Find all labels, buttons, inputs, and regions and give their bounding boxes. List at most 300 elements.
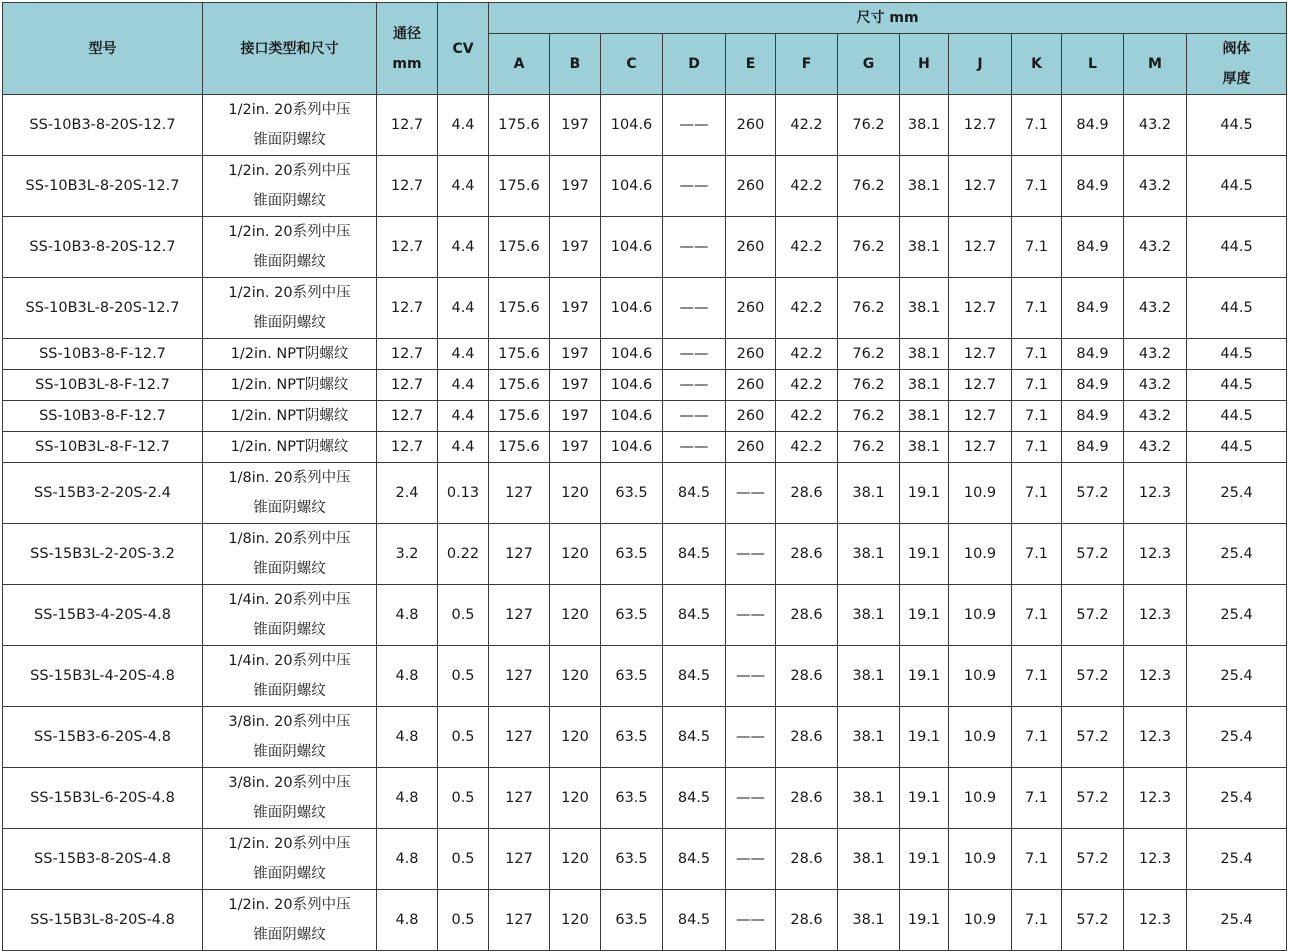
cell-dim-a: 127 xyxy=(489,768,550,829)
cell-dim-a: 175.6 xyxy=(489,432,550,463)
cell-cv: 0.22 xyxy=(438,524,489,585)
cell-dim-a: 127 xyxy=(489,829,550,890)
header-thickness-line2: 厚度 xyxy=(1222,71,1251,87)
cell-dim-m: 43.2 xyxy=(1124,401,1187,432)
cell-dim-a: 175.6 xyxy=(489,278,550,339)
cell-bore: 4.8 xyxy=(377,829,438,890)
cell-thickness: 25.4 xyxy=(1187,646,1287,707)
cell-dim-l: 57.2 xyxy=(1062,524,1124,585)
cell-dim-b: 197 xyxy=(550,156,601,217)
table-row xyxy=(3,890,1287,951)
cell-dim-h: 19.1 xyxy=(900,524,949,585)
header-bore-line2: mm xyxy=(392,55,422,72)
table-row xyxy=(3,463,1287,524)
cell-dim-b: 197 xyxy=(550,401,601,432)
cell-dim-h: 19.1 xyxy=(900,768,949,829)
table-row xyxy=(3,524,1287,585)
cell-dim-d: 84.5 xyxy=(663,768,726,829)
cell-dim-m: 12.3 xyxy=(1124,524,1187,585)
cell-model: SS-15B3-2-20S-2.4 xyxy=(3,463,203,524)
cell-connection xyxy=(203,156,377,217)
cell-dim-f: 42.2 xyxy=(776,156,838,217)
cell-connection xyxy=(203,524,377,585)
cell-dim-c: 63.5 xyxy=(601,768,663,829)
header-dim-j: J xyxy=(949,34,1012,95)
cell-dim-k: 7.1 xyxy=(1012,339,1062,370)
cell-dim-l: 84.9 xyxy=(1062,278,1124,339)
cell-dim-l: 84.9 xyxy=(1062,217,1124,278)
cell-dim-l: 57.2 xyxy=(1062,768,1124,829)
cell-dim-j: 10.9 xyxy=(949,890,1012,951)
header-dim-a: A xyxy=(489,34,550,95)
cell-dim-d: 84.5 xyxy=(663,524,726,585)
cell-dim-e: —— xyxy=(726,463,776,524)
cell-dim-h: 19.1 xyxy=(900,646,949,707)
cell-dim-m: 12.3 xyxy=(1124,768,1187,829)
cell-connection xyxy=(203,95,377,156)
cell-dim-m: 43.2 xyxy=(1124,156,1187,217)
cell-dim-h: 19.1 xyxy=(900,707,949,768)
cell-dim-l: 84.9 xyxy=(1062,370,1124,401)
cell-dim-g: 76.2 xyxy=(838,278,900,339)
cell-dim-e: 260 xyxy=(726,278,776,339)
header-dim-h: H xyxy=(900,34,949,95)
cell-bore: 4.8 xyxy=(377,646,438,707)
table-header xyxy=(3,3,1287,95)
cell-dim-d: —— xyxy=(663,370,726,401)
cell-model: SS-15B3L-2-20S-3.2 xyxy=(3,524,203,585)
cell-dim-h: 38.1 xyxy=(900,217,949,278)
cell-dim-a: 175.6 xyxy=(489,95,550,156)
cell-dim-e: 260 xyxy=(726,370,776,401)
cell-dim-e: —— xyxy=(726,829,776,890)
cell-dim-m: 12.3 xyxy=(1124,463,1187,524)
cell-dim-d: —— xyxy=(663,217,726,278)
table-row xyxy=(3,339,1287,370)
connection-line2: 锥面阴螺纹 xyxy=(253,500,326,516)
connection-line2: 锥面阴螺纹 xyxy=(253,315,326,331)
cell-bore: 4.8 xyxy=(377,585,438,646)
cell-dim-j: 12.7 xyxy=(949,278,1012,339)
cell-thickness: 44.5 xyxy=(1187,156,1287,217)
cell-dim-c: 104.6 xyxy=(601,339,663,370)
spec-table xyxy=(2,2,1287,951)
cell-dim-e: —— xyxy=(726,890,776,951)
cell-thickness: 25.4 xyxy=(1187,890,1287,951)
connection-line2: 锥面阴螺纹 xyxy=(253,744,326,760)
cell-dim-k: 7.1 xyxy=(1012,524,1062,585)
cell-dim-f: 28.6 xyxy=(776,524,838,585)
header-dim-b: B xyxy=(550,34,601,95)
cell-model: SS-15B3L-6-20S-4.8 xyxy=(3,768,203,829)
cell-dim-j: 10.9 xyxy=(949,829,1012,890)
cell-cv: 0.5 xyxy=(438,646,489,707)
connection-line2: 锥面阴螺纹 xyxy=(253,193,326,209)
connection-line1: 1/2in. 20系列中压 xyxy=(228,224,351,240)
cell-dim-h: 38.1 xyxy=(900,401,949,432)
table-body xyxy=(3,95,1287,951)
cell-dim-d: —— xyxy=(663,156,726,217)
cell-dim-k: 7.1 xyxy=(1012,768,1062,829)
table-row xyxy=(3,401,1287,432)
cell-thickness: 25.4 xyxy=(1187,829,1287,890)
header-dim-g: G xyxy=(838,34,900,95)
cell-dim-d: 84.5 xyxy=(663,829,726,890)
cell-bore: 3.2 xyxy=(377,524,438,585)
cell-dim-j: 12.7 xyxy=(949,401,1012,432)
cell-dim-a: 175.6 xyxy=(489,370,550,401)
connection-line2: 锥面阴螺纹 xyxy=(253,927,326,943)
cell-bore: 12.7 xyxy=(377,95,438,156)
cell-dim-b: 120 xyxy=(550,463,601,524)
cell-model: SS-15B3-4-20S-4.8 xyxy=(3,585,203,646)
cell-dim-g: 76.2 xyxy=(838,401,900,432)
table-row xyxy=(3,156,1287,217)
cell-dim-g: 38.1 xyxy=(838,829,900,890)
cell-dim-e: 260 xyxy=(726,217,776,278)
connection-line1: 1/8in. 20系列中压 xyxy=(228,470,351,486)
cell-dim-d: —— xyxy=(663,401,726,432)
cell-dim-m: 12.3 xyxy=(1124,890,1187,951)
cell-dim-a: 127 xyxy=(489,463,550,524)
connection-line2: 锥面阴螺纹 xyxy=(253,805,326,821)
cell-dim-a: 175.6 xyxy=(489,401,550,432)
cell-dim-j: 12.7 xyxy=(949,156,1012,217)
cell-dim-g: 76.2 xyxy=(838,432,900,463)
cell-cv: 0.5 xyxy=(438,890,489,951)
cell-dim-j: 10.9 xyxy=(949,707,1012,768)
cell-bore: 4.8 xyxy=(377,890,438,951)
cell-dim-k: 7.1 xyxy=(1012,401,1062,432)
cell-model: SS-10B3-8-F-12.7 xyxy=(3,401,203,432)
cell-cv: 4.4 xyxy=(438,95,489,156)
cell-connection xyxy=(203,463,377,524)
connection-line2: 锥面阴螺纹 xyxy=(253,866,326,882)
cell-thickness: 25.4 xyxy=(1187,707,1287,768)
cell-dim-a: 175.6 xyxy=(489,156,550,217)
cell-dim-k: 7.1 xyxy=(1012,217,1062,278)
cell-cv: 4.4 xyxy=(438,401,489,432)
cell-dim-h: 19.1 xyxy=(900,890,949,951)
cell-cv: 4.4 xyxy=(438,370,489,401)
cell-dim-c: 104.6 xyxy=(601,217,663,278)
cell-dim-a: 127 xyxy=(489,646,550,707)
cell-thickness: 25.4 xyxy=(1187,524,1287,585)
connection-line1: 1/4in. 20系列中压 xyxy=(228,592,351,608)
connection-line1: 1/2in. 20系列中压 xyxy=(228,163,351,179)
table-row xyxy=(3,585,1287,646)
cell-dim-a: 127 xyxy=(489,585,550,646)
cell-model: SS-15B3-6-20S-4.8 xyxy=(3,707,203,768)
cell-dim-b: 197 xyxy=(550,432,601,463)
cell-dim-b: 197 xyxy=(550,278,601,339)
cell-bore: 12.7 xyxy=(377,156,438,217)
cell-dim-j: 12.7 xyxy=(949,217,1012,278)
cell-thickness: 44.5 xyxy=(1187,401,1287,432)
cell-cv: 0.5 xyxy=(438,707,489,768)
header-dim-e: E xyxy=(726,34,776,95)
cell-dim-c: 104.6 xyxy=(601,156,663,217)
cell-dim-f: 42.2 xyxy=(776,278,838,339)
cell-dim-g: 76.2 xyxy=(838,95,900,156)
cell-dim-l: 57.2 xyxy=(1062,585,1124,646)
connection-line1: 1/2in. 20系列中压 xyxy=(228,897,351,913)
cell-thickness: 44.5 xyxy=(1187,217,1287,278)
cell-cv: 4.4 xyxy=(438,432,489,463)
header-dim-k: K xyxy=(1012,34,1062,95)
cell-model: SS-15B3L-8-20S-4.8 xyxy=(3,890,203,951)
header-connection: 接口类型和尺寸 xyxy=(203,3,377,95)
connection-line1: 1/2in. NPT阴螺纹 xyxy=(230,346,349,362)
cell-dim-f: 42.2 xyxy=(776,370,838,401)
cell-dim-c: 104.6 xyxy=(601,401,663,432)
cell-dim-b: 120 xyxy=(550,585,601,646)
cell-dim-c: 63.5 xyxy=(601,585,663,646)
header-dim-l: L xyxy=(1062,34,1124,95)
cell-dim-b: 120 xyxy=(550,829,601,890)
cell-dim-d: —— xyxy=(663,432,726,463)
cell-dim-f: 42.2 xyxy=(776,401,838,432)
cell-dim-e: —— xyxy=(726,768,776,829)
table-row xyxy=(3,217,1287,278)
cell-dim-j: 12.7 xyxy=(949,370,1012,401)
cell-dim-j: 12.7 xyxy=(949,432,1012,463)
cell-dim-d: —— xyxy=(663,339,726,370)
cell-dim-c: 104.6 xyxy=(601,370,663,401)
cell-dim-e: 260 xyxy=(726,432,776,463)
cell-dim-e: —— xyxy=(726,707,776,768)
cell-thickness: 25.4 xyxy=(1187,463,1287,524)
cell-thickness: 44.5 xyxy=(1187,95,1287,156)
cell-dim-a: 127 xyxy=(489,524,550,585)
cell-cv: 4.4 xyxy=(438,156,489,217)
cell-dim-l: 84.9 xyxy=(1062,339,1124,370)
cell-cv: 0.13 xyxy=(438,463,489,524)
cell-dim-l: 57.2 xyxy=(1062,646,1124,707)
cell-cv: 4.4 xyxy=(438,217,489,278)
cell-dim-f: 42.2 xyxy=(776,95,838,156)
connection-line1: 1/8in. 20系列中压 xyxy=(228,531,351,547)
connection-line1: 3/8in. 20系列中压 xyxy=(228,714,351,730)
table-row xyxy=(3,432,1287,463)
cell-dim-c: 104.6 xyxy=(601,432,663,463)
cell-dim-j: 12.7 xyxy=(949,95,1012,156)
header-dimensions: 尺寸 mm xyxy=(489,3,1287,34)
cell-dim-l: 84.9 xyxy=(1062,95,1124,156)
cell-dim-b: 120 xyxy=(550,890,601,951)
connection-line1: 1/4in. 20系列中压 xyxy=(228,653,351,669)
cell-dim-g: 76.2 xyxy=(838,217,900,278)
cell-bore: 4.8 xyxy=(377,768,438,829)
cell-dim-a: 175.6 xyxy=(489,339,550,370)
cell-dim-d: 84.5 xyxy=(663,707,726,768)
cell-thickness: 25.4 xyxy=(1187,585,1287,646)
cell-dim-h: 38.1 xyxy=(900,278,949,339)
cell-dim-g: 76.2 xyxy=(838,339,900,370)
cell-dim-c: 63.5 xyxy=(601,646,663,707)
header-cv: CV xyxy=(438,3,489,95)
cell-dim-b: 197 xyxy=(550,95,601,156)
cell-dim-m: 43.2 xyxy=(1124,217,1187,278)
cell-dim-k: 7.1 xyxy=(1012,370,1062,401)
cell-dim-k: 7.1 xyxy=(1012,646,1062,707)
cell-dim-m: 12.3 xyxy=(1124,585,1187,646)
connection-line1: 1/2in. NPT阴螺纹 xyxy=(230,408,349,424)
cell-connection xyxy=(203,829,377,890)
cell-dim-j: 10.9 xyxy=(949,463,1012,524)
cell-dim-b: 197 xyxy=(550,339,601,370)
cell-connection xyxy=(203,401,377,432)
table-row xyxy=(3,768,1287,829)
cell-bore: 12.7 xyxy=(377,401,438,432)
cell-dim-c: 104.6 xyxy=(601,278,663,339)
cell-connection xyxy=(203,278,377,339)
cell-dim-f: 42.2 xyxy=(776,339,838,370)
cell-dim-k: 7.1 xyxy=(1012,156,1062,217)
cell-model: SS-10B3L-8-F-12.7 xyxy=(3,432,203,463)
cell-connection xyxy=(203,890,377,951)
cell-dim-j: 10.9 xyxy=(949,524,1012,585)
cell-dim-j: 10.9 xyxy=(949,585,1012,646)
cell-dim-k: 7.1 xyxy=(1012,463,1062,524)
cell-dim-h: 38.1 xyxy=(900,370,949,401)
cell-dim-e: 260 xyxy=(726,156,776,217)
cell-bore: 2.4 xyxy=(377,463,438,524)
header-dim-d: D xyxy=(663,34,726,95)
connection-line1: 1/2in. 20系列中压 xyxy=(228,836,351,852)
cell-dim-l: 84.9 xyxy=(1062,401,1124,432)
connection-line1: 1/2in. 20系列中压 xyxy=(228,285,351,301)
header-dim-c: C xyxy=(601,34,663,95)
cell-connection xyxy=(203,217,377,278)
cell-dim-l: 57.2 xyxy=(1062,463,1124,524)
cell-dim-m: 43.2 xyxy=(1124,370,1187,401)
connection-line1: 3/8in. 20系列中压 xyxy=(228,775,351,791)
cell-dim-f: 42.2 xyxy=(776,432,838,463)
header-thickness-line1: 阀体 xyxy=(1222,41,1251,57)
cell-model: SS-15B3L-4-20S-4.8 xyxy=(3,646,203,707)
cell-dim-m: 12.3 xyxy=(1124,707,1187,768)
cell-dim-l: 84.9 xyxy=(1062,156,1124,217)
cell-connection xyxy=(203,646,377,707)
cell-model: SS-10B3L-8-20S-12.7 xyxy=(3,156,203,217)
cell-dim-k: 7.1 xyxy=(1012,278,1062,339)
cell-model: SS-10B3-8-20S-12.7 xyxy=(3,95,203,156)
table-row xyxy=(3,707,1287,768)
cell-cv: 0.5 xyxy=(438,585,489,646)
connection-line2: 锥面阴螺纹 xyxy=(253,683,326,699)
cell-dim-k: 7.1 xyxy=(1012,95,1062,156)
cell-thickness: 44.5 xyxy=(1187,370,1287,401)
cell-dim-j: 10.9 xyxy=(949,768,1012,829)
cell-dim-h: 19.1 xyxy=(900,585,949,646)
cell-connection xyxy=(203,432,377,463)
cell-dim-m: 12.3 xyxy=(1124,829,1187,890)
connection-line2: 锥面阴螺纹 xyxy=(253,622,326,638)
header-model: 型号 xyxy=(3,3,203,95)
cell-connection xyxy=(203,339,377,370)
cell-dim-a: 127 xyxy=(489,707,550,768)
cell-dim-f: 28.6 xyxy=(776,890,838,951)
cell-model: SS-10B3L-8-20S-12.7 xyxy=(3,278,203,339)
cell-bore: 12.7 xyxy=(377,432,438,463)
cell-dim-l: 57.2 xyxy=(1062,829,1124,890)
cell-dim-l: 57.2 xyxy=(1062,707,1124,768)
connection-line1: 1/2in. NPT阴螺纹 xyxy=(230,377,349,393)
cell-dim-c: 104.6 xyxy=(601,95,663,156)
cell-dim-e: 260 xyxy=(726,95,776,156)
cell-dim-e: 260 xyxy=(726,339,776,370)
cell-connection xyxy=(203,768,377,829)
connection-line2: 锥面阴螺纹 xyxy=(253,254,326,270)
cell-model: SS-15B3-8-20S-4.8 xyxy=(3,829,203,890)
cell-dim-m: 43.2 xyxy=(1124,278,1187,339)
cell-dim-k: 7.1 xyxy=(1012,432,1062,463)
table-row xyxy=(3,278,1287,339)
cell-dim-b: 120 xyxy=(550,707,601,768)
cell-dim-f: 28.6 xyxy=(776,829,838,890)
cell-dim-b: 197 xyxy=(550,370,601,401)
cell-model: SS-10B3L-8-F-12.7 xyxy=(3,370,203,401)
cell-dim-e: —— xyxy=(726,524,776,585)
cell-dim-l: 84.9 xyxy=(1062,432,1124,463)
cell-dim-m: 43.2 xyxy=(1124,95,1187,156)
cell-dim-d: 84.5 xyxy=(663,463,726,524)
cell-dim-m: 43.2 xyxy=(1124,339,1187,370)
cell-dim-f: 28.6 xyxy=(776,463,838,524)
cell-dim-e: —— xyxy=(726,646,776,707)
cell-dim-h: 38.1 xyxy=(900,432,949,463)
cell-thickness: 44.5 xyxy=(1187,278,1287,339)
cell-bore: 12.7 xyxy=(377,339,438,370)
cell-dim-c: 63.5 xyxy=(601,524,663,585)
table-row xyxy=(3,646,1287,707)
cell-thickness: 44.5 xyxy=(1187,339,1287,370)
cell-dim-f: 42.2 xyxy=(776,217,838,278)
cell-dim-a: 127 xyxy=(489,890,550,951)
cell-dim-j: 10.9 xyxy=(949,646,1012,707)
cell-dim-k: 7.1 xyxy=(1012,707,1062,768)
cell-bore: 4.8 xyxy=(377,707,438,768)
cell-dim-g: 38.1 xyxy=(838,707,900,768)
cell-dim-g: 38.1 xyxy=(838,646,900,707)
cell-connection xyxy=(203,370,377,401)
cell-dim-d: —— xyxy=(663,95,726,156)
header-bore-line1: 通径 xyxy=(393,25,421,42)
cell-dim-h: 19.1 xyxy=(900,829,949,890)
cell-dim-c: 63.5 xyxy=(601,890,663,951)
cell-connection xyxy=(203,585,377,646)
cell-dim-l: 57.2 xyxy=(1062,890,1124,951)
table-row xyxy=(3,95,1287,156)
cell-dim-b: 197 xyxy=(550,217,601,278)
table-row xyxy=(3,370,1287,401)
cell-dim-k: 7.1 xyxy=(1012,890,1062,951)
cell-dim-g: 38.1 xyxy=(838,524,900,585)
header-bore xyxy=(377,3,438,95)
cell-dim-f: 28.6 xyxy=(776,707,838,768)
cell-dim-c: 63.5 xyxy=(601,829,663,890)
cell-dim-e: 260 xyxy=(726,401,776,432)
table-row xyxy=(3,829,1287,890)
cell-dim-j: 12.7 xyxy=(949,339,1012,370)
connection-line2: 锥面阴螺纹 xyxy=(253,132,326,148)
cell-model: SS-10B3-8-F-12.7 xyxy=(3,339,203,370)
cell-dim-g: 38.1 xyxy=(838,890,900,951)
cell-dim-c: 63.5 xyxy=(601,463,663,524)
cell-model: SS-10B3-8-20S-12.7 xyxy=(3,217,203,278)
header-row-top xyxy=(3,3,1287,34)
